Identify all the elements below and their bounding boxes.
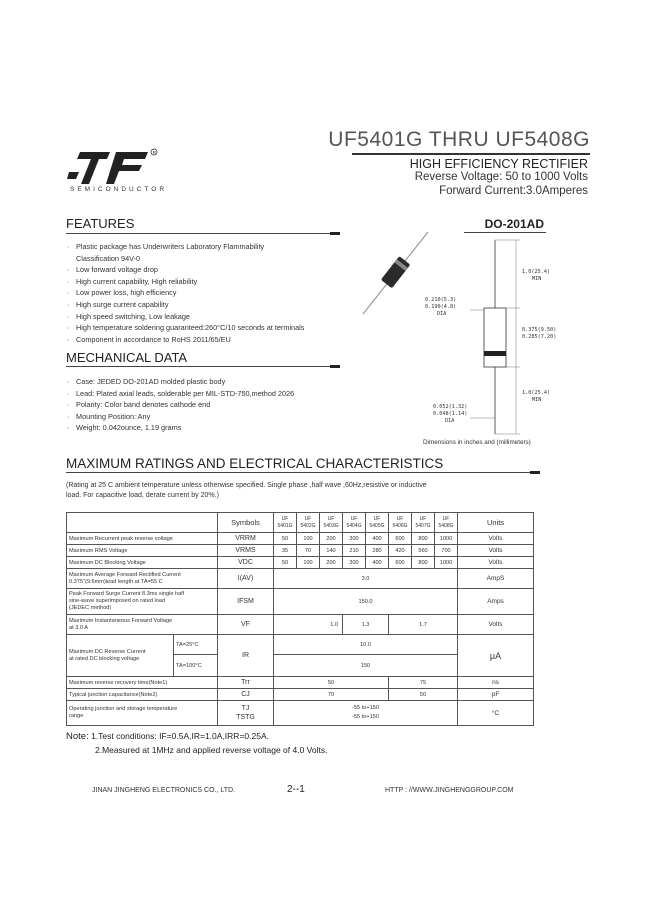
- mechanical-list: [66, 376, 294, 434]
- ratings-rule-end: [530, 471, 540, 474]
- list-item: · Weight: 0.042ounce, 1.19 grams: [66, 422, 294, 434]
- features-rule: [66, 233, 336, 234]
- list-item: · Polarity: Color band denotes cathode end: [66, 399, 294, 411]
- table-row: Typical junction capacitance(Note2) CJ 70 50 pF: [67, 689, 534, 701]
- dim-lead-bottom: 1.0(25.4) MIN: [522, 390, 551, 403]
- list-item: · High surge current capability: [66, 299, 304, 311]
- table-row: Maximum RMS Voltage VRMS 35 70 140 210 280 420 560 700 Volts: [67, 545, 534, 557]
- title-underline: [352, 153, 590, 155]
- features-list: [66, 241, 304, 345]
- dim-lead-top: 1.0(25.4) MIN: [522, 269, 551, 282]
- document-title: UF5401G THRU UF5408G: [328, 128, 590, 151]
- table-row: Peak Forward Surge Current 8.3ms single half sine-wave superimposed on rated load (JEDEC method) IFSM 150.0 Amps: [67, 589, 534, 615]
- list-item: · Low power loss, high efficiency: [66, 287, 304, 299]
- ratings-conditions: (Rating at 25 C ambient temperature unless otherwise specified. Single phase ,half wave ,60Hz,resistive or inductive load. For capacitive load, derate current by 20%.): [66, 482, 427, 499]
- table-row: Maximum Average Forward Rectified Current 0.375"(9.5mm)lead length at TA=55 C I(AV) 3.0 AmpS: [67, 569, 534, 589]
- dim-body-length: 0.375(9.50) 0.285(7.20): [522, 327, 557, 340]
- table-row: TA=100°C 150: [67, 655, 534, 677]
- table-row: Maximum reverse recovery time(Note1) Trr 50 75 ns: [67, 677, 534, 689]
- list-item: Classification 94V-0: [76, 253, 141, 263]
- package-rule: [464, 232, 546, 233]
- page-number: 2--1: [287, 784, 305, 795]
- reverse-voltage: Reverse Voltage: 50 to 1000 Volts: [414, 171, 588, 183]
- features-heading: FEATURES: [66, 216, 135, 231]
- brand-tagline: SEMICONDUCTOR: [70, 186, 168, 193]
- list-item: · Case: JEDED DO-201AD molded plastic body: [66, 376, 294, 388]
- features-rule-end: [330, 232, 340, 235]
- footer-company: JINAN JINGHENG ELECTRONICS CO., LTD.: [92, 787, 235, 794]
- list-item: · Mounting Position: Any: [66, 411, 294, 423]
- ratings-table: [66, 512, 534, 726]
- list-item: · High speed switching, Low leakage: [66, 311, 304, 323]
- diode-photo: [355, 228, 435, 318]
- list-item: · Plastic package has Underwriters Laboratory Flammability: [66, 241, 304, 253]
- dimensions-caption: Dimensions in inches and (millimeters): [423, 439, 531, 446]
- company-logo: [66, 148, 166, 186]
- note-2: 2.Measured at 1MHz and applied reverse voltage of 4.0 Volts.: [95, 745, 328, 755]
- table-row: Operating junction and storage temperature range TJ TSTG -55 to+150 -55 to+150 °C: [67, 701, 534, 726]
- list-item: · High current capability, High reliability: [66, 276, 304, 288]
- list-item: · Low forward voltage drop: [66, 264, 304, 276]
- table-row: Maximum Recurrent peak reverse voltage VRRM 50 100 200 300 400 600 800 1000 Volts: [67, 533, 534, 545]
- product-type: HIGH EFFICIENCY RECTIFIER: [409, 157, 588, 171]
- list-item: · Component in accordance to RoHS 2011/65/EU: [66, 334, 304, 346]
- forward-current: Forward Current:3.0Amperes: [439, 185, 588, 197]
- svg-text:R: R: [152, 149, 156, 155]
- dim-body-diameter: 0.210(5.3) 0.190(4.8) DIA: [425, 297, 457, 317]
- mechanical-heading: MECHANICAL DATA: [66, 350, 188, 365]
- table-header-row: Symbols UF 5401G UF 5402G UF 5403G UF 5404G UF 5405G UF 5406G UF 5407G UF 5408G Units: [67, 513, 534, 533]
- table-row: Maximum DC Reverse Current at rated DC blocking voltage TA=25°C IR 10.0 μA: [67, 635, 534, 655]
- footer-url[interactable]: HTTP : //WWW.JINGHENGGROUP.COM: [385, 787, 514, 794]
- dim-lead-diameter: 0.052(1.32) 0.048(1.14) DIA: [433, 404, 468, 424]
- ratings-heading: MAXIMUM RATINGS AND ELECTRICAL CHARACTERISTICS: [66, 456, 444, 471]
- note-1: Note: 1.Test conditions: IF=0.5A,IR=1.0A,IRR=0.25A.: [66, 731, 269, 742]
- mechanical-rule-end: [330, 365, 340, 368]
- list-item: · High temperature soldering guaranteed:260°C/10 seconds at terminals: [66, 322, 304, 334]
- mechanical-rule: [66, 366, 336, 367]
- table-row: Maximum Instantaneous Forward Voltage at 3.0 A VF 1.0 1.3 1.7 Volts: [67, 615, 534, 635]
- list-item: · Lead: Plated axial leads, solderable per MIL-STD-750,method 2026: [66, 388, 294, 400]
- package-name: DO-201AD: [484, 217, 544, 231]
- ratings-rule: [66, 472, 536, 473]
- table-row: Maximum DC Blocking Voltage VDC 50 100 200 300 400 600 800 1000 Volts: [67, 557, 534, 569]
